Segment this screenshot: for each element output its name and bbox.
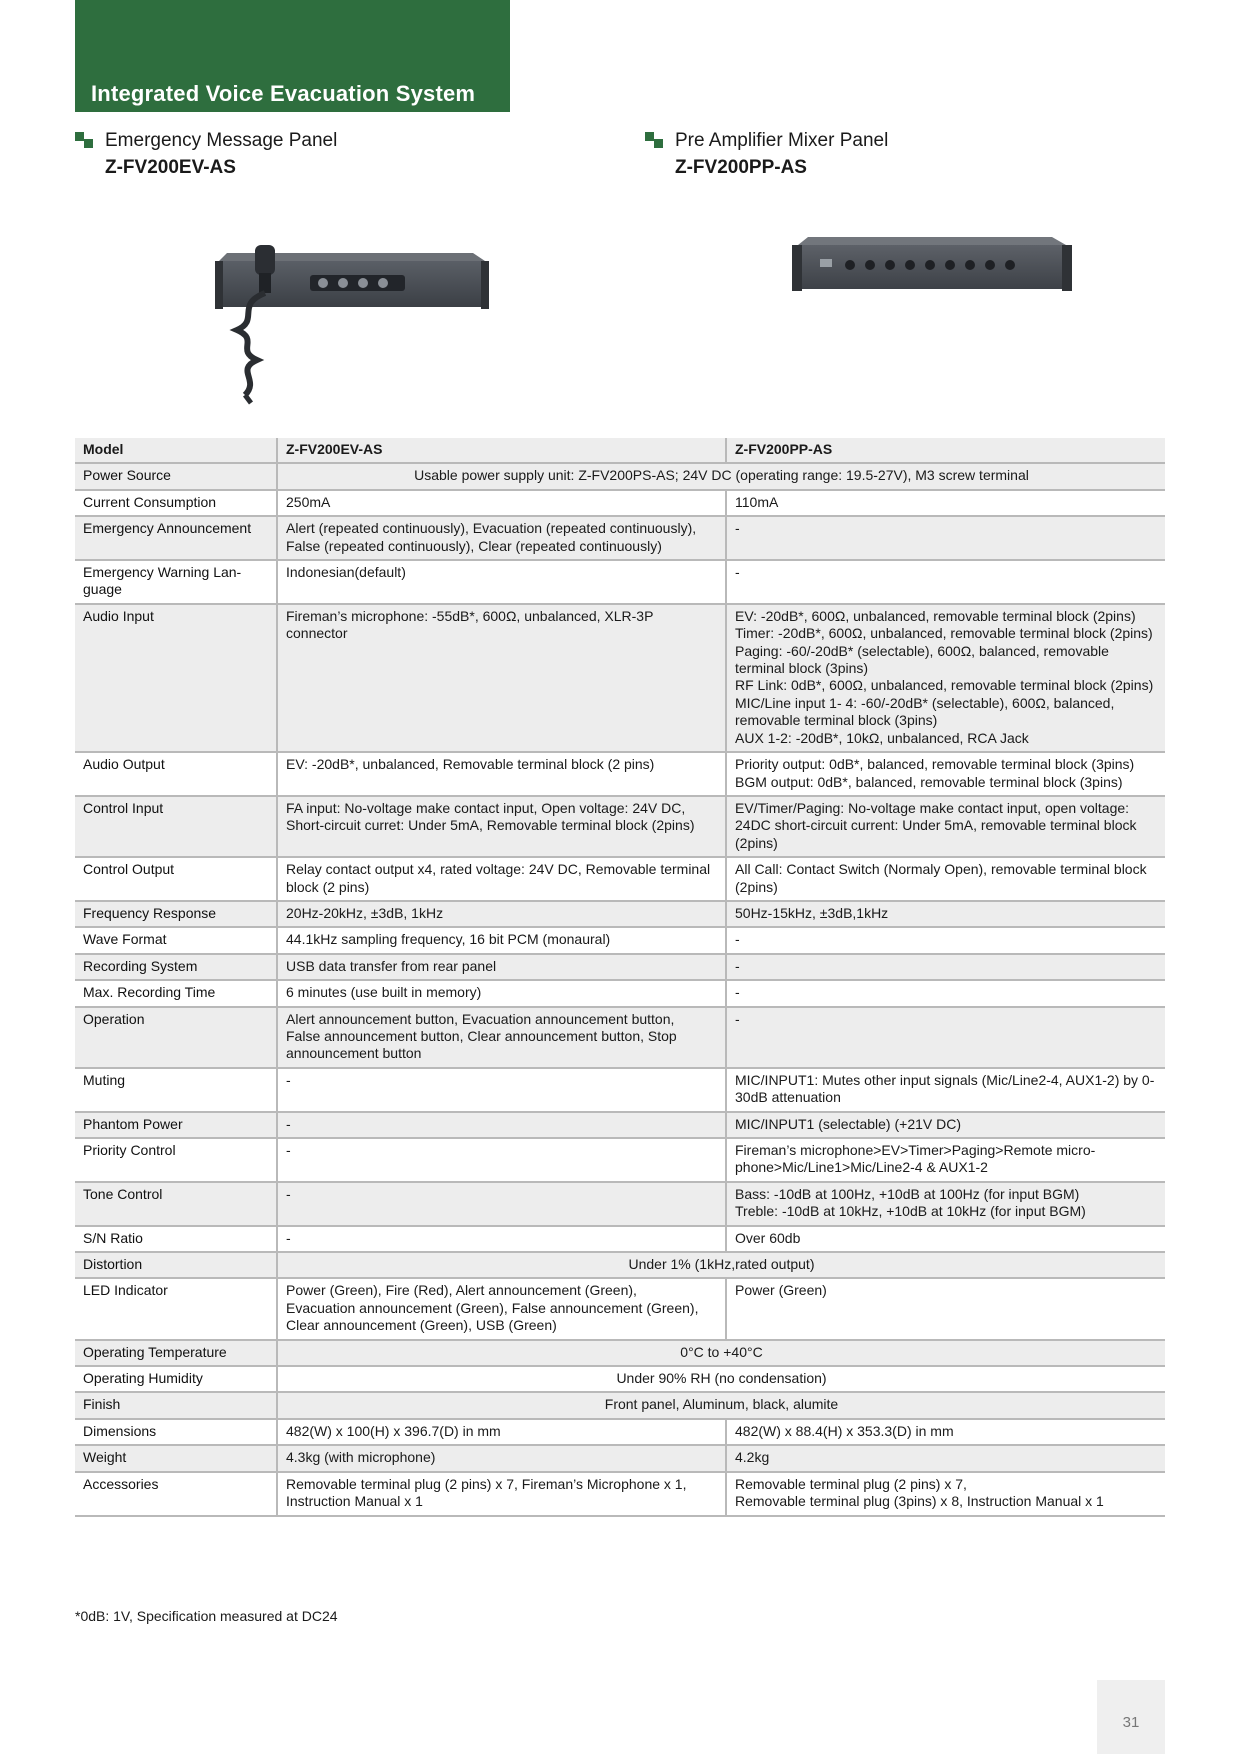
spec-value-ev [277, 1068, 726, 1112]
spec-value-pp [726, 516, 1165, 560]
spec-label: Power Source [75, 463, 277, 489]
spec-shared-value: Under 1% (1kHz,rated output) [277, 1252, 1165, 1278]
product-ev [75, 128, 337, 182]
spec-label: Control Output [75, 857, 277, 901]
spec-line: - [286, 1229, 291, 1246]
spec-shared-value: Front panel, Aluminum, black, alumite [277, 1392, 1165, 1418]
spec-label: Max. Recording Time [75, 980, 277, 1006]
table-row [75, 463, 1165, 489]
spec-line: - [735, 931, 740, 948]
table-row [75, 1472, 1165, 1516]
spec-value-pp [726, 1419, 1165, 1445]
table-row [75, 1392, 1165, 1418]
spec-line: Alert (repeated continuously), Evacuation (repeated continuously), [286, 520, 697, 537]
table-row [75, 560, 1165, 604]
spec-label: Operating Temperature [75, 1340, 277, 1366]
page-title: Integrated Voice Evacuation System [91, 81, 476, 106]
spec-shared-value: Usable power supply unit: Z-FV200PS-AS; 24V DC (operating range: 19.5-27V), M3 screw terminal [277, 463, 1165, 489]
spec-value-pp [726, 560, 1165, 604]
spec-line: Alert announcement button, Evacuation announcement button, [286, 1010, 675, 1027]
spec-value-ev [277, 1226, 726, 1252]
spec-line: - [286, 1071, 291, 1088]
spec-line: - [735, 984, 740, 1001]
spec-label: S/N Ratio [75, 1226, 277, 1252]
spec-line: - [286, 1185, 291, 1202]
spec-line: MIC/Line input 1- 4: -60/-20dB* (selectable), 600Ω, balanced, removable terminal block (3pins) [735, 694, 1115, 729]
spec-value-pp [726, 857, 1165, 901]
spec-value-ev [277, 1445, 726, 1471]
footnote: *0dB: 1V, Specification measured at DC24 [75, 1608, 338, 1624]
table-row [75, 1226, 1165, 1252]
table-row [75, 604, 1165, 752]
spec-line: 4.3kg (with microphone) [286, 1449, 436, 1466]
spec-value-pp [726, 1068, 1165, 1112]
spec-value-pp [726, 980, 1165, 1006]
spec-label: Tone Control [75, 1182, 277, 1226]
table-row [75, 1445, 1165, 1471]
spec-value-ev [277, 1007, 726, 1068]
column-header: Z-FV200PP-AS [726, 438, 1165, 463]
spec-line: Evacuation announcement (Green), False announcement (Green), [286, 1299, 699, 1316]
spec-label: Accessories [75, 1472, 277, 1516]
table-row [75, 490, 1165, 516]
spec-value-ev [277, 1472, 726, 1516]
page-number-box [1097, 1680, 1165, 1754]
spec-value-ev [277, 1419, 726, 1445]
spec-line: Fireman’s microphone>EV>Timer>Paging>Remote micro-phone>Mic/Line1>Mic/Line2-4 & AUX1-2 [735, 1142, 1096, 1176]
spec-label: Recording System [75, 954, 277, 980]
spec-line: Short-circuit curret: Under 5mA, Removable terminal block (2pins) [286, 817, 695, 834]
spec-line: Priority output: 0dB*, balanced, removable terminal block (3pins) [735, 756, 1135, 773]
spec-value-ev [277, 954, 726, 980]
page-number: 31 [1122, 1714, 1140, 1731]
spec-label: Emergency Warning Lan-guage [75, 560, 277, 604]
table-row [75, 1340, 1165, 1366]
spec-value-ev [277, 560, 726, 604]
spec-line: Clear announcement (Green), USB (Green) [286, 1317, 557, 1334]
spec-value-ev [277, 857, 726, 901]
spec-line: USB data transfer from rear panel [286, 957, 497, 974]
spec-value-pp [726, 1472, 1165, 1516]
spec-value-ev [277, 1182, 726, 1226]
spec-table [75, 438, 1165, 1517]
table-row [75, 1007, 1165, 1068]
spec-value-pp [726, 1445, 1165, 1471]
spec-line: Treble: -10dB at 10kHz, +10dB at 10kHz (for input BGM) [735, 1203, 1086, 1220]
spec-line: Removable terminal plug (2 pins) x 7, [735, 1475, 967, 1492]
spec-line: Indonesian(default) [286, 564, 406, 581]
product-pp [645, 128, 888, 182]
spec-value-ev [277, 1138, 726, 1182]
spec-value-ev [277, 516, 726, 560]
spec-value-pp [726, 1007, 1165, 1068]
spec-value-ev [277, 980, 726, 1006]
spec-line: Fireman’s microphone: -55dB*, 600Ω, unbalanced, XLR-3P connector [286, 607, 654, 642]
spec-value-ev [277, 752, 726, 796]
spec-line: 50Hz-15kHz, ±3dB,1kHz [735, 904, 889, 921]
spec-label: Priority Control [75, 1138, 277, 1182]
table-row [75, 1068, 1165, 1112]
spec-line: Instruction Manual x 1 [286, 1493, 423, 1510]
table-row [75, 954, 1165, 980]
spec-line: RF Link: 0dB*, 600Ω, unbalanced, removable terminal block (2pins) [735, 677, 1154, 694]
spec-value-ev [277, 901, 726, 927]
product-model: Z-FV200PP-AS [675, 157, 807, 178]
spec-value-ev [277, 1278, 726, 1339]
spec-line: False (repeated continuously), Clear (repeated continuously) [286, 537, 662, 554]
spec-line: AUX 1-2: -20dB*, 10kΩ, unbalanced, RCA Jack [735, 729, 1029, 746]
table-header-row [75, 438, 1165, 463]
square-bullet-icon [75, 132, 93, 148]
spec-line: - [735, 1010, 740, 1027]
spec-value-pp [726, 604, 1165, 752]
spec-value-ev [277, 1112, 726, 1138]
spec-label: Dimensions [75, 1419, 277, 1445]
spec-label: Current Consumption [75, 490, 277, 516]
column-header: Z-FV200EV-AS [277, 438, 726, 463]
spec-value-pp [726, 752, 1165, 796]
spec-line: EV: -20dB*, unbalanced, Removable terminal block (2 pins) [286, 756, 655, 773]
spec-line: Bass: -10dB at 100Hz, +10dB at 100Hz (for input BGM) [735, 1185, 1080, 1202]
table-row [75, 1112, 1165, 1138]
emergency-message-panel-photo [215, 235, 490, 405]
spec-line: 44.1kHz sampling frequency, 16 bit PCM (monaural) [286, 931, 611, 948]
spec-line: Over 60db [735, 1229, 801, 1246]
pre-amplifier-mixer-panel-photo [790, 195, 1075, 330]
table-row [75, 927, 1165, 953]
spec-value-pp [726, 1226, 1165, 1252]
spec-value-pp [726, 1182, 1165, 1226]
spec-value-pp [726, 927, 1165, 953]
spec-line: Relay contact output x4, rated voltage: 24V DC, Removable terminal block (2 pins) [286, 861, 711, 895]
spec-line: 482(W) x 100(H) x 396.7(D) in mm [286, 1422, 501, 1439]
table-row [75, 1252, 1165, 1278]
spec-line: 4.2kg [735, 1449, 770, 1466]
spec-line: Power (Green) [735, 1282, 827, 1299]
table-row [75, 1366, 1165, 1392]
spec-line: - [286, 1142, 291, 1158]
spec-line: False announcement button, Clear announcement button, Stop announcement button [286, 1027, 677, 1062]
spec-line: 482(W) x 88.4(H) x 353.3(D) in mm [735, 1422, 954, 1439]
spec-line: BGM output: 0dB*, balanced, removable terminal block (3pins) [735, 773, 1123, 790]
spec-line: MIC/INPUT1 (selectable) (+21V DC) [735, 1115, 962, 1132]
spec-line: MIC/INPUT1: Mutes other input signals (Mic/Line2-4, AUX1-2) by 0-30dB attenuation [735, 1071, 1155, 1106]
spec-value-pp [726, 796, 1165, 857]
table-row [75, 796, 1165, 857]
table-row [75, 1138, 1165, 1182]
spec-value-ev [277, 490, 726, 516]
table-row [75, 857, 1165, 901]
spec-value-pp [726, 1138, 1165, 1182]
table-row [75, 1182, 1165, 1226]
spec-label: Frequency Response [75, 901, 277, 927]
table-row [75, 1278, 1165, 1339]
spec-value-pp [726, 490, 1165, 516]
spec-value-ev [277, 796, 726, 857]
square-bullet-icon [645, 132, 663, 148]
spec-line: Paging: -60/-20dB* (selectable), 600Ω, balanced, removable terminal block (3pins) [735, 642, 1109, 677]
spec-value-ev [277, 604, 726, 752]
spec-line: Removable terminal plug (2 pins) x 7, Fireman’s Microphone x 1, [286, 1475, 687, 1492]
spec-shared-value: Under 90% RH (no condensation) [277, 1366, 1165, 1392]
spec-label: Weight [75, 1445, 277, 1471]
product-name: Emergency Message Panel [105, 130, 338, 151]
spec-value-pp [726, 1278, 1165, 1339]
spec-line: FA input: No-voltage make contact input, Open voltage: 24V DC, [286, 799, 686, 816]
spec-line: EV/Timer/Paging: No-voltage make contact input, open voltage: 24DC short-circuit current: Under 5mA, removable terminal block (2pins) [735, 799, 1137, 851]
product-name: Pre Amplifier Mixer Panel [675, 130, 889, 151]
spec-line: Power (Green), Fire (Red), Alert announcement (Green), [286, 1282, 637, 1299]
spec-label: LED Indicator [75, 1278, 277, 1339]
table-row [75, 1419, 1165, 1445]
spec-label: Phantom Power [75, 1112, 277, 1138]
spec-label: Muting [75, 1068, 277, 1112]
spec-value-pp [726, 901, 1165, 927]
spec-label: Finish [75, 1392, 277, 1418]
spec-line: - [735, 520, 740, 537]
spec-line: All Call: Contact Switch (Normaly Open), removable terminal block (2pins) [735, 861, 1147, 895]
spec-line: 6 minutes (use built in memory) [286, 984, 482, 1001]
spec-line: - [735, 957, 740, 974]
spec-line: - [735, 564, 740, 581]
spec-value-ev [277, 927, 726, 953]
spec-label: Audio Input [75, 604, 277, 752]
spec-line: EV: -20dB*, 600Ω, unbalanced, removable terminal block (2pins) [735, 607, 1136, 624]
spec-line: 250mA [286, 493, 331, 510]
spec-shared-value: 0°C to +40°C [277, 1340, 1165, 1366]
product-model: Z-FV200EV-AS [105, 157, 236, 178]
spec-line: Timer: -20dB*, 600Ω, unbalanced, removable terminal block (2pins) [735, 625, 1153, 642]
spec-label: Operating Humidity [75, 1366, 277, 1392]
spec-line: Removable terminal plug (3pins) x 8, Instruction Manual x 1 [735, 1493, 1104, 1510]
table-row [75, 752, 1165, 796]
spec-label: Distortion [75, 1252, 277, 1278]
spec-line: 110mA [735, 493, 779, 510]
spec-label: Wave Format [75, 927, 277, 953]
spec-line: - [286, 1115, 291, 1132]
spec-label: Emergency Announcement [75, 516, 277, 560]
column-header: Model [75, 438, 277, 463]
spec-value-pp [726, 1112, 1165, 1138]
spec-label: Audio Output [75, 752, 277, 796]
spec-label: Operation [75, 1007, 277, 1068]
table-row [75, 980, 1165, 1006]
spec-value-pp [726, 954, 1165, 980]
table-row [75, 516, 1165, 560]
header-banner [75, 0, 510, 112]
table-row [75, 901, 1165, 927]
spec-label: Control Input [75, 796, 277, 857]
spec-line: 20Hz-20kHz, ±3dB, 1kHz [286, 904, 444, 921]
